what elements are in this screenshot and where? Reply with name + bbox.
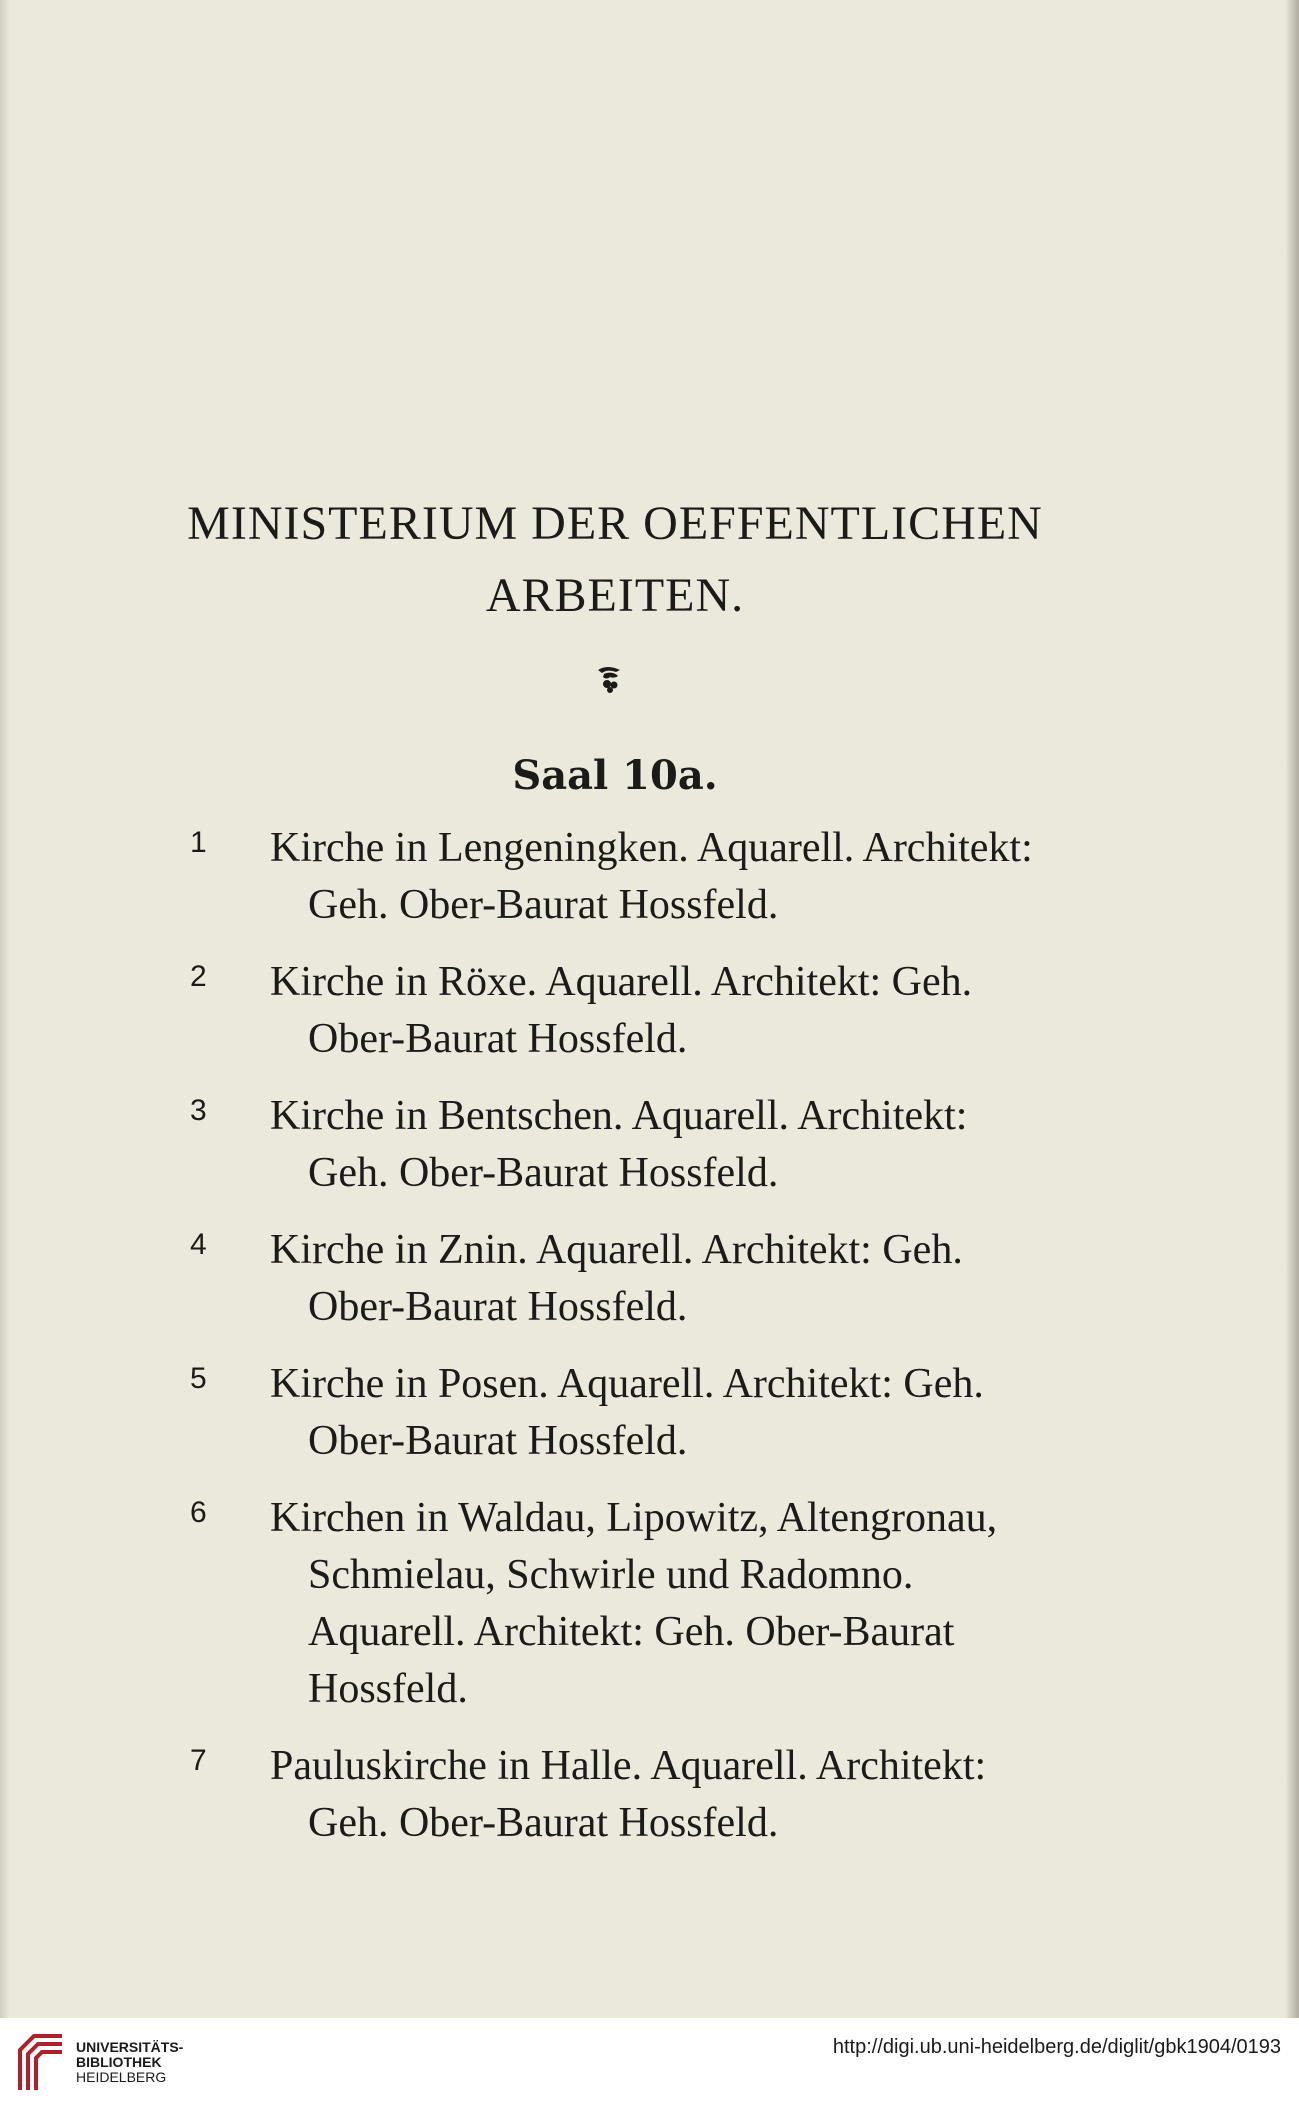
list-item [190, 1356, 1150, 1470]
entry-number: 1 [190, 826, 207, 859]
list-item [190, 1222, 1150, 1336]
list-item [190, 820, 1150, 934]
entry-list [190, 820, 1150, 1872]
entry-text-line: Ober-Baurat Hossfeld. [308, 1016, 688, 1062]
entry-number: 7 [190, 1744, 207, 1777]
list-item [190, 1490, 1150, 1718]
entry-text-line: Ober-Baurat Hossfeld. [308, 1418, 688, 1464]
entry-text-line: Geh. Ober-Baurat Hossfeld. [308, 1800, 779, 1846]
entry-text-line: Hossfeld. [308, 1666, 468, 1712]
section-title: Saal 10a. [512, 752, 718, 799]
entry-text-line: Kirche in Röxe. Aquarell. Architekt: Geh. [270, 959, 973, 1005]
source-url-link[interactable]: http://digi.ub.uni-heidelberg.de/diglit/gbk1904/0193 [832, 2036, 1281, 2058]
entry-number: 6 [190, 1496, 207, 1529]
entry-text-line: Kirche in Lengeningken. Aquarell. Architekt: [270, 825, 1033, 871]
entry-text-line: Schmielau, Schwirle und Radomno. [308, 1552, 914, 1598]
entry-text-line: Kirche in Znin. Aquarell. Architekt: Geh. [270, 1227, 963, 1273]
list-item [190, 954, 1150, 1068]
list-item [190, 1738, 1150, 1852]
entry-text-line: Geh. Ober-Baurat Hossfeld. [308, 1150, 779, 1196]
page-heading-line1: MINISTERIUM DER OEFFENTLICHEN [187, 497, 1043, 550]
list-item [190, 1088, 1150, 1202]
page-heading-line2: ARBEITEN. [485, 569, 745, 622]
entry-number: 4 [190, 1228, 207, 1261]
library-name [76, 2040, 183, 2085]
library-name-line: HEIDELBERG [76, 2069, 167, 2085]
library-name-line: UNIVERSITÄTS- [76, 2039, 184, 2055]
entry-text-line: Ober-Baurat Hossfeld. [308, 1284, 688, 1330]
library-logo-icon [14, 2028, 68, 2098]
entry-text-line: Geh. Ober-Baurat Hossfeld. [308, 882, 779, 928]
entry-number: 2 [190, 960, 207, 993]
entry-number: 5 [190, 1362, 207, 1395]
entry-text-line: Aquarell. Architekt: Geh. Ober-Baurat [308, 1609, 955, 1655]
footer-bar [0, 2018, 1299, 2113]
entry-text-line: Pauluskirche in Halle. Aquarell. Architekt: [270, 1743, 987, 1789]
entry-text-line: Kirche in Posen. Aquarell. Architekt: Geh. [270, 1361, 984, 1407]
entry-text-line: Kirchen in Waldau, Lipowitz, Altengronau, [270, 1495, 998, 1541]
entry-text-line: Kirche in Bentschen. Aquarell. Architekt: [270, 1093, 968, 1139]
fleuron-ornament-icon [590, 658, 630, 698]
entry-number: 3 [190, 1094, 207, 1127]
library-name-line: BIBLIOTHEK [76, 2054, 162, 2070]
